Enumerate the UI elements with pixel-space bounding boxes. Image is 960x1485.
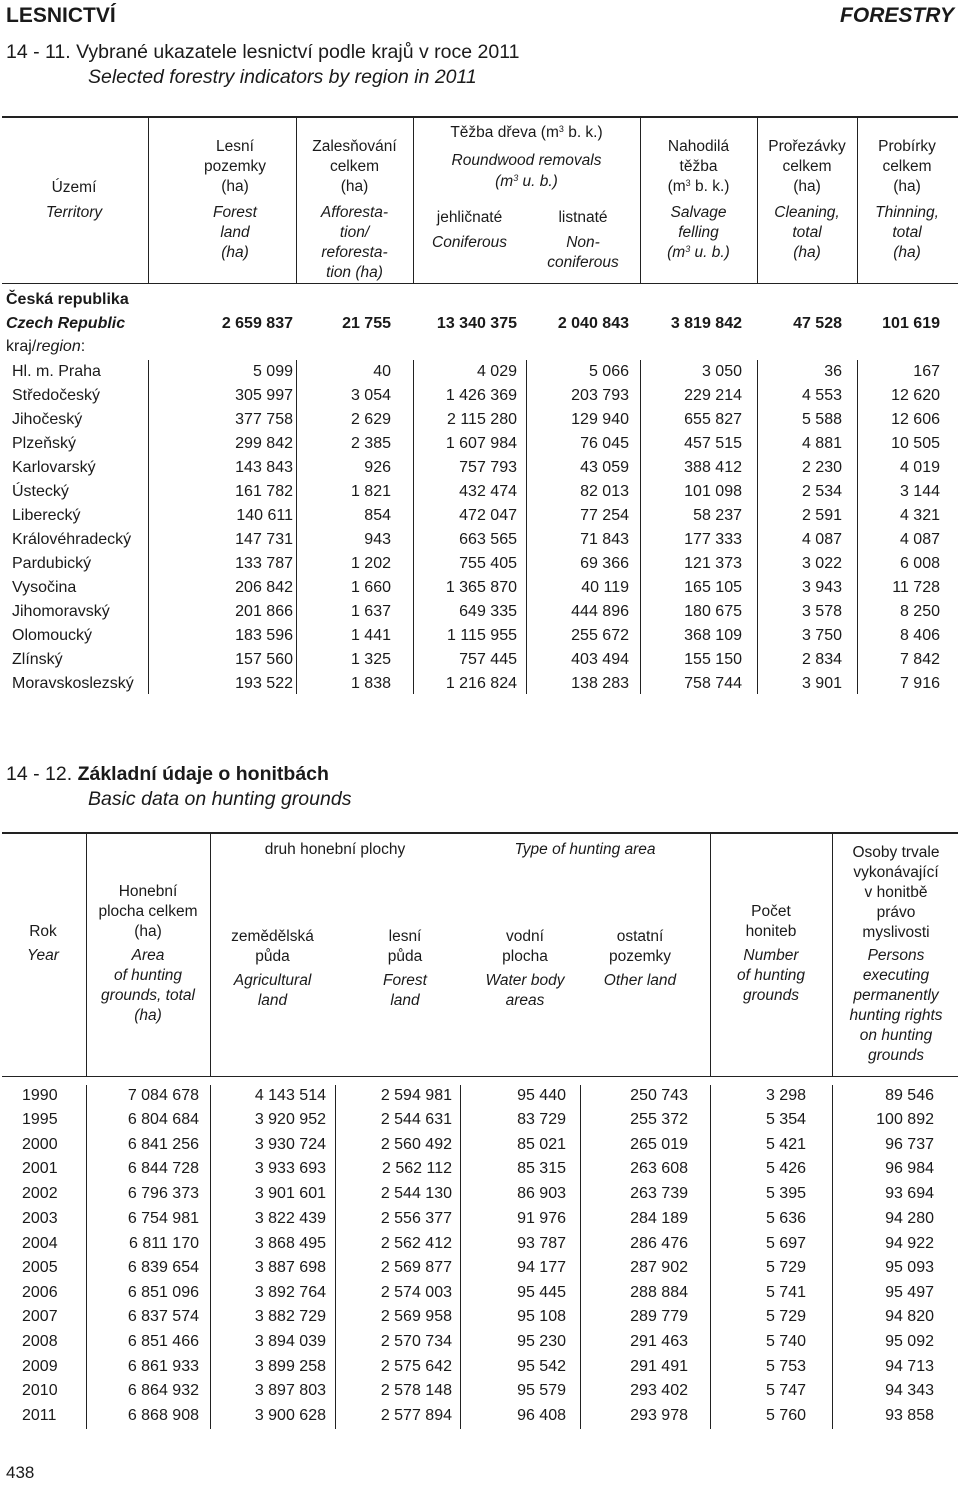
t1-region-name: Plzeňský bbox=[12, 435, 77, 452]
table-row: Plzeňský 299 842 2 385 1 607 984 76 045 457 515 4 881 10 505 bbox=[0, 432, 960, 456]
table-row: 2010 6 864 932 3 897 803 2 578 148 95 579 293 402 5 747 94 343 bbox=[22, 1382, 934, 1399]
t1-col-thinning-en: Thinning, total (ha) bbox=[875, 204, 939, 261]
table2-header-rule bbox=[2, 1076, 958, 1077]
page-number: 438 bbox=[6, 1463, 35, 1482]
t1-col-conif-en: Coniferous bbox=[432, 234, 507, 251]
t1-cr-label-en: Czech Republic bbox=[6, 315, 126, 332]
t1-cr-salvage: 3 819 842 bbox=[670, 315, 742, 332]
t2-col-count-en: Number of hunting grounds bbox=[736, 947, 806, 1004]
t1-cr-forest: 2 659 837 bbox=[221, 315, 293, 332]
table-row: Zlínský 157 560 1 325 757 445 403 494 155 150 2 834 7 842 bbox=[0, 648, 960, 672]
table1-title-cz: Vybrané ukazatele lesnictví podle krajů v roce 2011 bbox=[76, 41, 520, 63]
t2-col-forest-en: Forest land bbox=[383, 972, 427, 1009]
t1-cr-nonconif: 2 040 843 bbox=[557, 315, 629, 332]
table1-number: 14 - 11. bbox=[6, 41, 71, 63]
table2-title-cz: Základní údaje o honitbách bbox=[77, 763, 329, 785]
table-row: 2000 6 841 256 3 930 724 2 560 492 85 021 265 019 5 421 96 737 bbox=[22, 1136, 934, 1153]
t2-col-year-en: Year bbox=[27, 947, 59, 964]
t1-region-label: kraj/region: bbox=[6, 338, 86, 355]
table-row: Vysočina 206 842 1 660 1 365 870 40 119 165 105 3 943 11 728 bbox=[0, 576, 960, 600]
t2-col-type-cz: druh honební plochy bbox=[264, 841, 406, 858]
table2-top-rule bbox=[2, 832, 958, 834]
t2-col-water-cz: vodní plocha bbox=[502, 928, 548, 965]
t1-cr-thinning: 101 619 bbox=[882, 315, 940, 332]
t2-col-area-cz: Honební plocha celkem (ha) bbox=[98, 883, 198, 940]
table-row: Ústecký 161 782 1 821 432 474 82 013 101 098 2 534 3 144 bbox=[0, 480, 960, 504]
t1-region-name: Jihočeský bbox=[12, 411, 83, 428]
table-row: 2007 6 837 574 3 882 729 2 569 958 95 108 289 779 5 729 94 820 bbox=[22, 1308, 934, 1325]
t1-region-name: Zlínský bbox=[12, 651, 63, 668]
table-row: Jihomoravský 201 866 1 637 649 335 444 896 180 675 3 578 8 250 bbox=[0, 600, 960, 624]
table1-top-rule bbox=[2, 116, 958, 118]
section-title-cz: LESNICTVÍ bbox=[6, 4, 116, 27]
t2-col-type-en: Type of hunting area bbox=[514, 841, 656, 858]
table-row: Liberecký 140 611 854 472 047 77 254 58 237 2 591 4 321 bbox=[0, 504, 960, 528]
t1-col-territory-en: Territory bbox=[45, 204, 103, 221]
t1-col-forest-cz: Lesní pozemky (ha) bbox=[203, 138, 267, 195]
table2-title-en: Basic data on hunting grounds bbox=[88, 788, 352, 810]
t1-region-name: Ústecký bbox=[12, 483, 69, 500]
t1-col-nonconif-cz: listnaté bbox=[558, 209, 608, 226]
section-title-en: FORESTRY bbox=[840, 4, 954, 27]
t2-col-area-en: Area of hunting grounds, total (ha) bbox=[101, 947, 195, 1024]
table-row: Olomoucký 183 596 1 441 1 115 955 255 672 368 109 3 750 8 406 bbox=[0, 624, 960, 648]
t1-col-territory-cz: Území bbox=[51, 179, 97, 196]
t1-region-name: Liberecký bbox=[12, 507, 81, 524]
t1-cr-row bbox=[0, 312, 960, 336]
t1-region-name: Středočeský bbox=[12, 387, 101, 404]
t2-col-persons-cz: Osoby trvale vykonávající v honitbě právo myslivosti bbox=[852, 844, 940, 941]
table-row: Královéhradecký 147 731 943 663 565 71 843 177 333 4 087 4 087 bbox=[0, 528, 960, 552]
t1-col-conif-cz: jehličnaté bbox=[436, 209, 503, 226]
table1-title bbox=[6, 40, 519, 90]
t1-col-nonconif-en: Non- coniferous bbox=[547, 234, 619, 271]
table-row: Jihočeský 377 758 2 629 2 115 280 129 940 655 827 5 588 12 606 bbox=[0, 408, 960, 432]
t2-col-persons-en: Persons executing permanently hunting rights on hunting grounds bbox=[849, 947, 943, 1064]
t1-region-name: Jihomoravský bbox=[12, 603, 110, 620]
t2-col-water-en: Water body areas bbox=[485, 972, 565, 1009]
table-row: Pardubický 133 787 1 202 755 405 69 366 121 373 3 022 6 008 bbox=[0, 552, 960, 576]
table-row: 2006 6 851 096 3 892 764 2 574 003 95 445 288 884 5 741 95 497 bbox=[22, 1284, 934, 1301]
t1-col-forest-en: Forest land (ha) bbox=[213, 204, 257, 261]
t2-col-agri-cz: zemědělská půda bbox=[231, 928, 314, 965]
t1-col-removal-en: Roundwood removals ($m^3$ u. b.) bbox=[451, 152, 602, 190]
t1-col-removal-cz: Těžba dřeva ($m^3$ b. k.) bbox=[450, 124, 603, 141]
t1-region-name: Pardubický bbox=[12, 555, 92, 572]
t1-vline bbox=[148, 117, 149, 283]
t1-col-salvage-en: Salvage felling ($m^3$ u. b.) bbox=[667, 204, 730, 261]
t1-col-thinning-cz: Probírky celkem (ha) bbox=[878, 138, 936, 195]
table-row: 2004 6 811 170 3 868 495 2 562 412 93 787 286 476 5 697 94 922 bbox=[22, 1235, 934, 1252]
table-row: 2008 6 851 466 3 894 039 2 570 734 95 230 291 463 5 740 95 092 bbox=[22, 1333, 934, 1350]
t2-col-agri-en: Agricultural land bbox=[233, 972, 312, 1009]
table1-header-rule bbox=[2, 283, 958, 284]
table-row: 2003 6 754 981 3 822 439 2 556 377 91 976 284 189 5 636 94 280 bbox=[22, 1210, 934, 1227]
t2-col-forest-cz: lesní půda bbox=[387, 928, 423, 965]
t1-cr-afforest: 21 755 bbox=[342, 315, 391, 332]
table-row: 2009 6 861 933 3 899 258 2 575 642 95 542 291 491 5 753 94 713 bbox=[22, 1358, 934, 1375]
table-row: 2002 6 796 373 3 901 601 2 544 130 86 903 263 739 5 395 93 694 bbox=[22, 1185, 934, 1202]
table-row: 2001 6 844 728 3 933 693 2 562 112 85 315 263 608 5 426 96 984 bbox=[22, 1160, 934, 1177]
t1-col-afforest-en: Afforesta- tion/ reforesta- tion (ha) bbox=[320, 204, 389, 281]
t1-col-cleaning-en: Cleaning, total (ha) bbox=[774, 204, 840, 261]
table-row: 1990 7 084 678 4 143 514 2 594 981 95 440 250 743 3 298 89 546 bbox=[22, 1087, 934, 1104]
t1-cr-label-cz: Česká republika bbox=[6, 291, 129, 308]
t1-region-name: Karlovarský bbox=[12, 459, 96, 476]
t1-col-afforest-cz: Zalesňování celkem (ha) bbox=[312, 138, 397, 195]
t1-region-name: Olomoucký bbox=[12, 627, 93, 644]
t1-region-name: Vysočina bbox=[12, 579, 77, 596]
table2-number: 14 - 12. bbox=[6, 763, 73, 785]
t1-region-name: Královéhradecký bbox=[12, 531, 132, 548]
t1-region-name: Moravskoslezský bbox=[12, 675, 134, 692]
table1-title-en: Selected forestry indicators by region in 2011 bbox=[88, 66, 477, 88]
t2-col-count-cz: Počet honiteb bbox=[745, 903, 797, 940]
table-row: Karlovarský 143 843 926 757 793 43 059 388 412 2 230 4 019 bbox=[0, 456, 960, 480]
t1-cr-cleaning: 47 528 bbox=[793, 315, 842, 332]
table-row: Středočeský 305 997 3 054 1 426 369 203 793 229 214 4 553 12 620 bbox=[0, 384, 960, 408]
table-row: 2011 6 868 908 3 900 628 2 577 894 96 408 293 978 5 760 93 858 bbox=[22, 1407, 934, 1424]
table-row: 1995 6 804 684 3 920 952 2 544 631 83 729 255 372 5 354 100 892 bbox=[22, 1111, 934, 1128]
table2-title bbox=[6, 762, 351, 812]
t2-col-other-en: Other land bbox=[603, 972, 677, 989]
t2-col-year-cz: Rok bbox=[29, 923, 57, 940]
table-row: Moravskoslezský 193 522 1 838 1 216 824 138 283 758 744 3 901 7 916 bbox=[0, 672, 960, 696]
t1-region-name: Hl. m. Praha bbox=[12, 363, 101, 380]
t1-cr-conif: 13 340 375 bbox=[436, 315, 517, 332]
table-row: Hl. m. Praha 5 099 40 4 029 5 066 3 050 36 167 bbox=[0, 360, 960, 384]
t1-col-salvage-cz: Nahodilá těžba ($m^3$ b. k.) bbox=[667, 138, 730, 195]
table-row: 2005 6 839 654 3 887 698 2 569 877 94 177 287 902 5 729 95 093 bbox=[22, 1259, 934, 1276]
t1-col-cleaning-cz: Prořezávky celkem (ha) bbox=[768, 138, 846, 195]
t2-col-other-cz: ostatní pozemky bbox=[608, 928, 672, 965]
